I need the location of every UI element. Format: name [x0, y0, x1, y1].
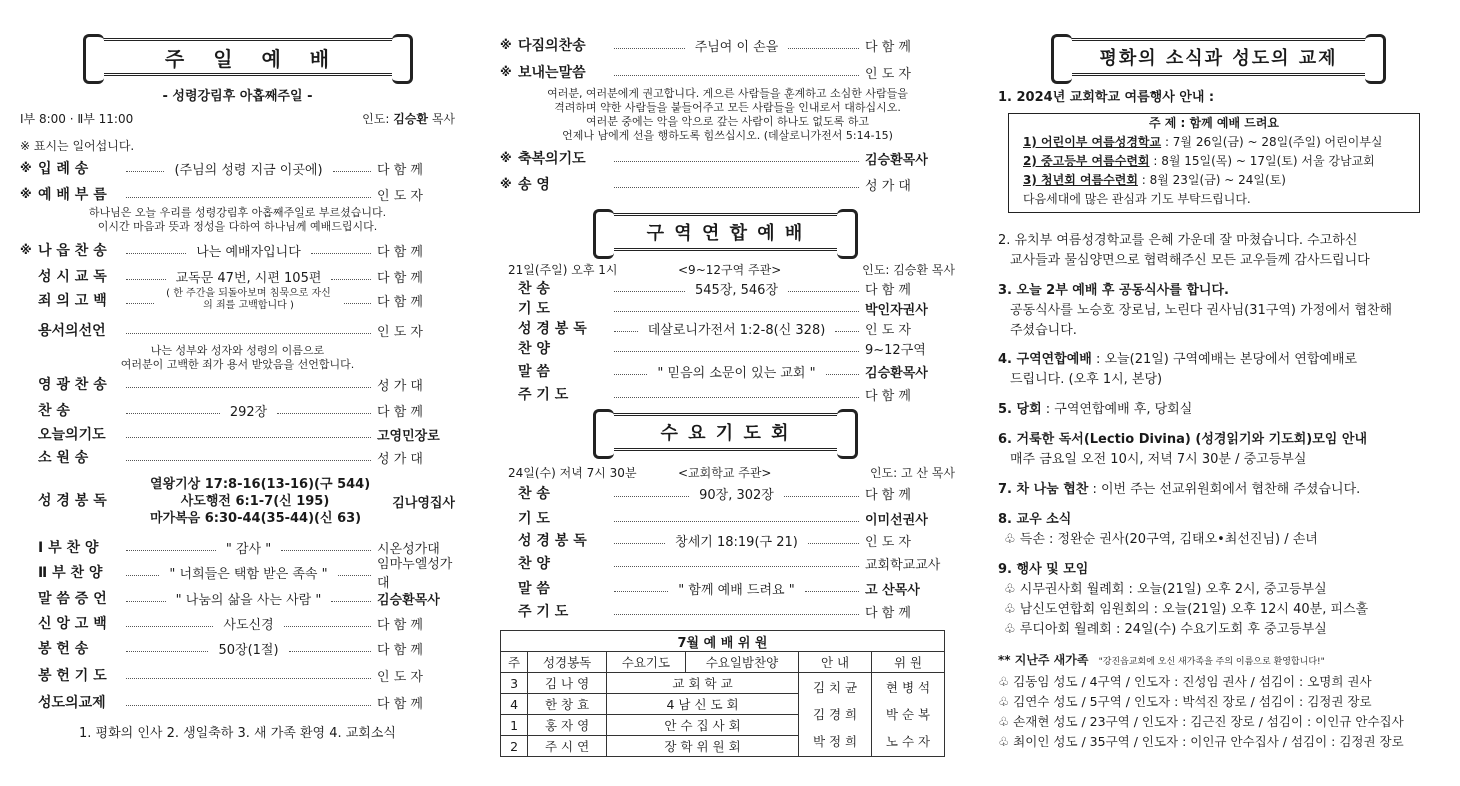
order-content: 주님여 이 손을	[694, 39, 779, 55]
order-row	[500, 384, 955, 404]
order-performer: 시온성가대	[377, 541, 440, 557]
leader-dots	[126, 601, 166, 602]
order-performer: 인 도 자	[865, 66, 911, 82]
order-label: 성 경 봉 독	[518, 321, 587, 337]
order-label: 기 도	[518, 301, 550, 317]
notice-1-title: 1. 2024년 교회학교 여름행사 안내 :	[998, 90, 1215, 105]
banner-scroll-left	[593, 409, 614, 459]
duty-header: 성경봉독	[528, 652, 607, 673]
leader-dots	[614, 397, 859, 398]
notice-3	[998, 281, 1392, 341]
call-note-line: 이시간 마음과 뜻과 정성을 다하여 하나님께 예배드립시다.	[97, 220, 378, 233]
summer-theme: 주 제 : 함께 예배 드려요	[1148, 116, 1280, 130]
notice-heading: 3. 오늘 2부 예배 후 공동식사를 합니다.	[998, 283, 1229, 298]
order-row	[20, 447, 455, 467]
order-content: " 나눔의 삶을 사는 사람 "	[175, 592, 322, 608]
banner-scroll-left	[83, 34, 104, 84]
notice-4	[998, 350, 1357, 390]
order-performer: 김승환목사	[865, 152, 928, 168]
scripture-line: 열왕기상 17:8-16(13-16)(구 544)	[150, 477, 371, 492]
duty-header: 수요기도	[607, 652, 686, 673]
order-label: 찬 송	[38, 403, 70, 419]
order-label: 축복의기도	[518, 151, 586, 167]
week-cell: 3	[501, 673, 528, 694]
order-row	[500, 62, 955, 82]
order-label: 영 광 찬 송	[38, 377, 107, 393]
duty-title: 7월 예 배 위 원	[501, 631, 945, 652]
order-performer: 다 함 께	[865, 605, 911, 621]
summer-event	[1009, 133, 1419, 152]
guide-name: 김 경 희	[812, 707, 858, 722]
order-label: 찬 송	[518, 486, 550, 502]
send-note-line: 여러분, 여러분에게 권고합니다. 게으른 사람들을 훈계하고 소심한 사람들을	[547, 87, 908, 100]
order-row	[20, 320, 455, 340]
notice-heading: 4. 구역연합예배	[998, 352, 1092, 367]
banner-scroll-right	[392, 34, 413, 84]
order-performer: 다 함 께	[865, 487, 911, 503]
order-content: (주님의 성령 지금 이곳에)	[174, 162, 323, 178]
notice-5	[998, 400, 1192, 420]
order-row	[500, 578, 955, 598]
order-performer: 고영민장로	[377, 428, 440, 444]
call-note-line: 하나님은 오늘 우리를 성령강림후 아홉째주일로 부르셨습니다.	[88, 206, 387, 219]
order-row	[500, 35, 955, 55]
notice-line: ♧ 득손 : 정완순 권사(20구역, 김태오•최선진님) / 손녀	[1004, 532, 1318, 547]
order-label: 말 씀 증 언	[38, 591, 107, 607]
notice-heading: 5. 당회	[998, 402, 1042, 417]
guide-name: 김 치 균	[812, 680, 858, 695]
leader-dots	[333, 171, 371, 172]
order-performer: 다 함 께	[377, 617, 423, 633]
sunday-worship-banner	[90, 38, 406, 76]
scripture-passages	[150, 476, 371, 527]
leader-dots	[614, 187, 859, 188]
district-title: 구 역 연 합 예 배	[646, 223, 805, 244]
forgive-note-line: 여러분이 고백한 죄가 용서 받았음을 선언합니다.	[120, 358, 355, 371]
guides-right	[872, 673, 945, 757]
scripture-line: 마가복음 6:30-44(35-44)(신 63)	[150, 511, 362, 526]
order-label: 예 배 부 름	[38, 187, 107, 203]
order-content: 교독문 47번, 시편 105편	[175, 270, 322, 286]
week-cell: 4	[501, 694, 528, 715]
notice-line: ♧ 시무권사회 월례회 : 오늘(21일) 오후 2시, 중고등부실	[1004, 582, 1327, 597]
order-performer: 김승환목사	[377, 592, 440, 608]
leader-dots	[614, 566, 859, 567]
wednesday-leader: 인도: 고 산 목사	[869, 466, 955, 480]
order-performer: 다 함 께	[377, 696, 423, 712]
order-content: 나는 예배자입니다	[196, 244, 301, 260]
duty-roster	[500, 630, 945, 757]
stand-mark: ※	[20, 243, 32, 257]
summer-event	[1009, 152, 1419, 171]
leader-dots	[284, 626, 371, 627]
notice-8	[998, 510, 1318, 550]
order-performer: 9~12구역	[865, 342, 926, 358]
leader-dots	[126, 253, 186, 254]
stand-note: ※ 표시는 일어섭니다.	[20, 139, 135, 153]
send-note-line: 여러분 중에는 악을 악으로 갚는 사람이 하나도 없도록 하고	[586, 115, 869, 128]
order-performer: 다 함 께	[865, 388, 911, 404]
order-row	[500, 508, 955, 528]
order-label: 다짐의찬송	[518, 38, 586, 54]
order-label: 찬 송	[518, 281, 550, 297]
order-row	[20, 400, 455, 420]
leader-dots	[344, 303, 372, 304]
notice-line: 2. 유치부 여름성경학교를 은혜 가운데 잘 마쳤습니다. 수고하신	[998, 233, 1358, 248]
guide-name: 박 정 희	[812, 734, 858, 749]
leader-dots	[614, 591, 668, 592]
order-content: 90장, 302장	[699, 487, 774, 503]
order-performer: 인 도 자	[865, 322, 911, 338]
order-label: 입 례 송	[38, 161, 89, 177]
leader-dots	[126, 387, 371, 388]
notice-6	[998, 430, 1367, 470]
banner-scroll-right	[837, 409, 858, 459]
order-label: 죄 의 고 백	[38, 293, 107, 309]
news-banner	[1058, 38, 1379, 76]
order-content: " 믿음의 소문이 있는 교회 "	[657, 365, 816, 381]
leader-dots	[805, 591, 859, 592]
order-label: 봉 헌 기 도	[38, 668, 107, 684]
leader-dots	[614, 543, 665, 544]
duty-header: 수요일밤찬양	[685, 652, 798, 673]
order-row	[20, 557, 455, 591]
summer-event	[1009, 171, 1419, 190]
leader-dots	[126, 197, 371, 198]
leader-dots	[338, 575, 371, 576]
order-performer: 다 함 께	[865, 39, 911, 55]
leader-dots	[788, 291, 859, 292]
notice-line: : 구역연합예배 후, 당회실	[1041, 402, 1193, 417]
leader-dots	[126, 413, 220, 414]
order-label: 말 씀	[518, 364, 550, 380]
new-family-item: ♧ 최이인 성도 / 35구역 / 인도자 : 이인규 안수집사 / 섬김이 : 김정권 장로	[998, 734, 1404, 749]
order-row	[500, 553, 955, 573]
leader-dots	[614, 614, 859, 615]
notice-heading: 6. 거룩한 독서(Lectio Divina) (성경읽기와 기도회)모임 안내	[998, 432, 1368, 447]
news-title: 평화의 소식과 성도의 교제	[1099, 48, 1338, 69]
order-row	[500, 148, 955, 168]
order-row	[500, 298, 955, 318]
notice-heading: 7. 차 나눔 협찬	[998, 482, 1089, 497]
district-when: 21일(주일) 오후 1시	[508, 263, 618, 277]
order-content: ( 한 주간을 되돌아보며 침묵으로 자신의 죄를 고백합니다 )	[166, 288, 331, 311]
order-performer: 인 도 자	[377, 669, 423, 685]
order-label: 찬 양	[518, 341, 550, 357]
summer-events-box	[1008, 113, 1420, 213]
week-cell: 2	[501, 736, 528, 757]
order-label: 보내는말씀	[518, 65, 586, 81]
leader-dots	[281, 550, 371, 551]
reader-cell: 김 나 영	[528, 673, 607, 694]
leader-dots	[126, 279, 166, 280]
prayer-cell: 안 수 집 사 회	[607, 715, 799, 736]
order-performer: 다 함 께	[377, 244, 423, 260]
subtitle: - 성령강림후 아홉째주일 -	[162, 89, 313, 104]
order-label: 소 원 송	[38, 450, 89, 466]
scripture-line: 사도행전 6:1-7(신 195)	[180, 494, 330, 509]
order-content: 50장(1절)	[218, 642, 279, 658]
order-row	[500, 530, 955, 550]
notice-9	[998, 560, 1368, 640]
order-content: " 감사 "	[225, 541, 272, 557]
notice-line: 주셨습니다.	[1010, 323, 1077, 338]
new-family-title: ** 지난주 새가족	[998, 653, 1089, 667]
notice-7	[998, 480, 1360, 500]
order-performer: 임마누엘성가대	[377, 557, 453, 591]
leader-name: 김승환	[393, 112, 428, 126]
duty-header: 안 내	[799, 652, 872, 673]
order-row	[500, 601, 955, 621]
order-content: " 함께 예배 드려요 "	[678, 582, 795, 598]
leader-dots	[614, 351, 859, 352]
order-row	[20, 374, 455, 394]
wednesday-when: 24일(수) 저녁 7시 30분	[508, 466, 637, 480]
order-performer: 다 함 께	[377, 270, 423, 286]
order-label: 성 경 봉 독	[518, 533, 587, 549]
order-label: 주 기 도	[518, 387, 569, 403]
stand-mark: ※	[500, 151, 512, 165]
scripture-reader: 김나영집사	[392, 496, 455, 511]
leader-dots	[826, 374, 859, 375]
leader-dots	[277, 413, 371, 414]
order-performer: 교회학교교사	[865, 557, 941, 573]
order-label: 성 시 교 독	[38, 269, 107, 285]
prayer-cell: 교 회 학 교	[607, 673, 799, 694]
notice-line: 교사들과 물심양면으로 협력해주신 모든 교우들께 감사드립니다	[1010, 253, 1370, 268]
notice-2	[998, 231, 1370, 271]
leader-dots	[126, 575, 159, 576]
leader-dots	[126, 626, 213, 627]
order-label: 신 앙 고 백	[38, 616, 107, 632]
guide-name: 박 순 복	[885, 707, 931, 722]
leader-dots	[808, 543, 859, 544]
order-label: 찬 양	[518, 556, 550, 572]
banner-scroll-right	[837, 209, 858, 259]
order-label: 주 기 도	[518, 604, 569, 620]
order-row	[500, 174, 955, 194]
order-row	[20, 613, 455, 633]
notice-heading: 8. 교우 소식	[998, 512, 1072, 527]
event-detail: : 7월 26일(금) ~ 28일(주일) 어린이부실	[1161, 135, 1383, 149]
order-row	[20, 638, 455, 658]
leader-dots	[126, 303, 154, 304]
stand-mark: ※	[20, 187, 32, 201]
leader-dots	[331, 601, 371, 602]
leader-dots	[788, 48, 859, 49]
leader-line	[362, 110, 455, 127]
leader-dots	[614, 48, 685, 49]
leader-dots	[311, 253, 371, 254]
wednesday-banner	[600, 413, 851, 451]
order-content: 창세기 18:19(구 21)	[675, 534, 798, 550]
reader-cell: 한 창 효	[528, 694, 607, 715]
leader-dots	[614, 496, 689, 497]
wednesday-host: <교회학교 주관>	[678, 466, 772, 480]
order-content: 292장	[229, 404, 268, 420]
reader-cell: 홍 자 영	[528, 715, 607, 736]
forgive-note-line: 나는 성부와 성자와 성령의 이름으로	[150, 344, 325, 357]
order-row	[500, 338, 955, 358]
event-detail: : 8월 15일(목) ~ 17일(토) 서울 강남교회	[1149, 154, 1375, 168]
order-performer: 인 도 자	[865, 534, 911, 550]
new-family-item: ♧ 김연수 성도 / 5구역 / 인도자 : 박석진 장로 / 섬김이 : 김정권 장로	[998, 694, 1372, 709]
leader-dots	[126, 705, 371, 706]
notice-line: 매주 금요일 오전 10시, 저녁 7시 30분 / 중고등부실	[1010, 452, 1307, 467]
fellowship-footer: 1. 평화의 인사 2. 생일축하 3. 새 가족 환영 4. 교회소식	[79, 726, 396, 741]
order-row	[500, 361, 955, 381]
notice-line: 공동식사를 노승호 장로님, 노린다 권사님(31구역) 가정에서 협찬해	[1010, 303, 1393, 318]
order-performer: 다 함 께	[377, 294, 423, 310]
event-name: 1) 어린이부 여름성경학교	[1023, 135, 1162, 149]
duty-header: 위 원	[872, 652, 945, 673]
leader-dots	[614, 311, 859, 312]
banner-title: 주 일 예 배	[164, 46, 332, 71]
notice-line: : 이번 주는 선교위원회에서 협찬해 주셨습니다.	[1088, 482, 1361, 497]
order-row	[20, 240, 455, 260]
order-performer: 성 가 대	[377, 378, 423, 394]
notice-line: 드립니다. (오후 1시, 본당)	[1010, 372, 1163, 387]
leader-dots	[126, 437, 371, 438]
order-content: 사도신경	[223, 617, 274, 633]
new-family-item: ♧ 김동임 성도 / 4구역 / 인도자 : 진성임 권사 / 섬김이 : 오명희 권사	[998, 674, 1372, 689]
order-content: " 너희들은 택함 받은 족속 "	[169, 566, 328, 582]
order-label: 나 읍 찬 송	[38, 243, 107, 259]
leader-prefix: 인도:	[362, 112, 390, 126]
order-row	[20, 290, 455, 310]
leader-dots	[614, 291, 685, 292]
order-performer: 인 도 자	[377, 188, 423, 204]
order-performer: 성 가 대	[377, 451, 423, 467]
order-row	[20, 158, 455, 178]
leader-dots	[614, 521, 859, 522]
forgive-note	[20, 344, 455, 372]
order-performer: 인 도 자	[377, 324, 423, 340]
notice-line: ♧ 남신도연합회 임원회의 : 오늘(21일) 오후 12시 40분, 피스홀	[1004, 602, 1369, 617]
stand-mark: ※	[500, 177, 512, 191]
leader-dots	[126, 678, 371, 679]
order-label: 말 씀	[518, 581, 550, 597]
prayer-cell: 장 학 위 원 회	[607, 736, 799, 757]
order-content: 데살로니가전서 1:2-8(신 328)	[647, 322, 826, 338]
district-leader: 인도: 김승환 목사	[862, 263, 955, 277]
call-note	[20, 206, 455, 234]
order-performer: 이미선권사	[865, 512, 928, 528]
service-times: Ⅰ부 8:00 · Ⅱ부 11:00	[20, 112, 134, 126]
order-label: 성도의교제	[38, 695, 106, 711]
scripture-label: 성 경 봉 독	[38, 493, 107, 509]
order-label: 용서의선언	[38, 323, 106, 339]
order-performer: 다 함 께	[377, 162, 423, 178]
banner-scroll-left	[1051, 34, 1072, 84]
duty-header: 주	[501, 652, 528, 673]
order-performer: 다 함 께	[377, 404, 423, 420]
stand-mark: ※	[500, 65, 512, 79]
order-label: Ⅰ 부 찬 양	[38, 540, 99, 556]
leader-dots	[126, 651, 208, 652]
stand-mark: ※	[20, 161, 32, 175]
week-cell: 1	[501, 715, 528, 736]
order-performer: 다 함 께	[377, 642, 423, 658]
leader-dots	[614, 374, 647, 375]
prayer-cell: 4 남 신 도 회	[607, 694, 799, 715]
order-row	[500, 483, 955, 503]
order-performer: 다 함 께	[865, 282, 911, 298]
order-row	[20, 424, 455, 444]
notice-line: ♧ 루디아회 월례회 : 24일(수) 수요기도회 후 중고등부실	[1004, 622, 1327, 637]
order-performer: 김승환목사	[865, 365, 928, 381]
event-detail: : 8월 23일(금) ~ 24일(토)	[1137, 173, 1286, 187]
guide-name: 노 수 자	[885, 734, 931, 749]
send-note-line: 언제나 남에게 선을 행하도록 힘쓰십시오. (데살로니가전서 5:14-15)	[562, 129, 893, 142]
leader-dots	[126, 171, 164, 172]
event-name: 2) 중고등부 여름수련회	[1023, 154, 1150, 168]
leader-dots	[784, 496, 859, 497]
summer-foot: 다음세대에 많은 관심과 기도 부탁드립니다.	[1023, 192, 1251, 206]
wednesday-title: 수 요 기 도 회	[660, 423, 791, 444]
notice-heading: 9. 행사 및 모임	[998, 562, 1089, 577]
send-word-note	[500, 87, 955, 143]
order-label: 기 도	[518, 511, 550, 527]
leader-dots	[614, 75, 859, 76]
order-performer: 성 가 대	[865, 178, 911, 194]
district-host: <9~12구역 주관>	[678, 263, 782, 277]
order-performer: 박인자권사	[865, 302, 928, 318]
leader-dots	[126, 333, 371, 334]
new-family-note: "강진읍교회에 오신 새가족을 주의 이름으로 환영합니다!"	[1098, 657, 1325, 667]
leader-dots	[331, 279, 371, 280]
order-row	[500, 278, 955, 298]
guide-name: 현 병 석	[885, 680, 931, 695]
event-name: 3) 청년회 여름수련회	[1023, 173, 1138, 187]
order-label: 오늘의기도	[38, 427, 106, 443]
order-row	[20, 665, 455, 685]
leader-dots	[835, 331, 859, 332]
notice-line: : 오늘(21일) 구역예배는 본당에서 연합예배로	[1091, 352, 1358, 367]
order-label: Ⅱ 부 찬 양	[38, 565, 103, 581]
guides-left	[799, 673, 872, 757]
stand-mark: ※	[500, 38, 512, 52]
district-banner	[600, 213, 851, 251]
order-row	[20, 184, 455, 204]
new-family	[998, 650, 1404, 752]
order-performer: 고 산목사	[865, 582, 920, 598]
banner-scroll-left	[593, 209, 614, 259]
order-row	[20, 266, 455, 286]
leader-dots	[614, 331, 638, 332]
leader-dots	[614, 161, 859, 162]
reader-cell: 주 시 연	[528, 736, 607, 757]
order-content: 545장, 546장	[695, 282, 779, 298]
leader-dots	[126, 460, 371, 461]
leader-dots	[289, 651, 371, 652]
order-label: 송 영	[518, 177, 550, 193]
leader-role: 목사	[431, 112, 455, 126]
new-family-item: ♧ 손재현 성도 / 23구역 / 인도자 : 김근진 장로 / 섬김이 : 이인규 안수집사	[998, 714, 1404, 729]
banner-scroll-right	[1365, 34, 1386, 84]
order-label: 봉 헌 송	[38, 641, 89, 657]
order-row	[20, 692, 455, 712]
leader-dots	[126, 550, 216, 551]
order-row	[500, 318, 955, 338]
order-row	[20, 588, 455, 608]
send-note-line: 격려하며 약한 사람들을 붙들어주고 모든 사람들을 인내로서 대하십시오.	[554, 101, 901, 114]
